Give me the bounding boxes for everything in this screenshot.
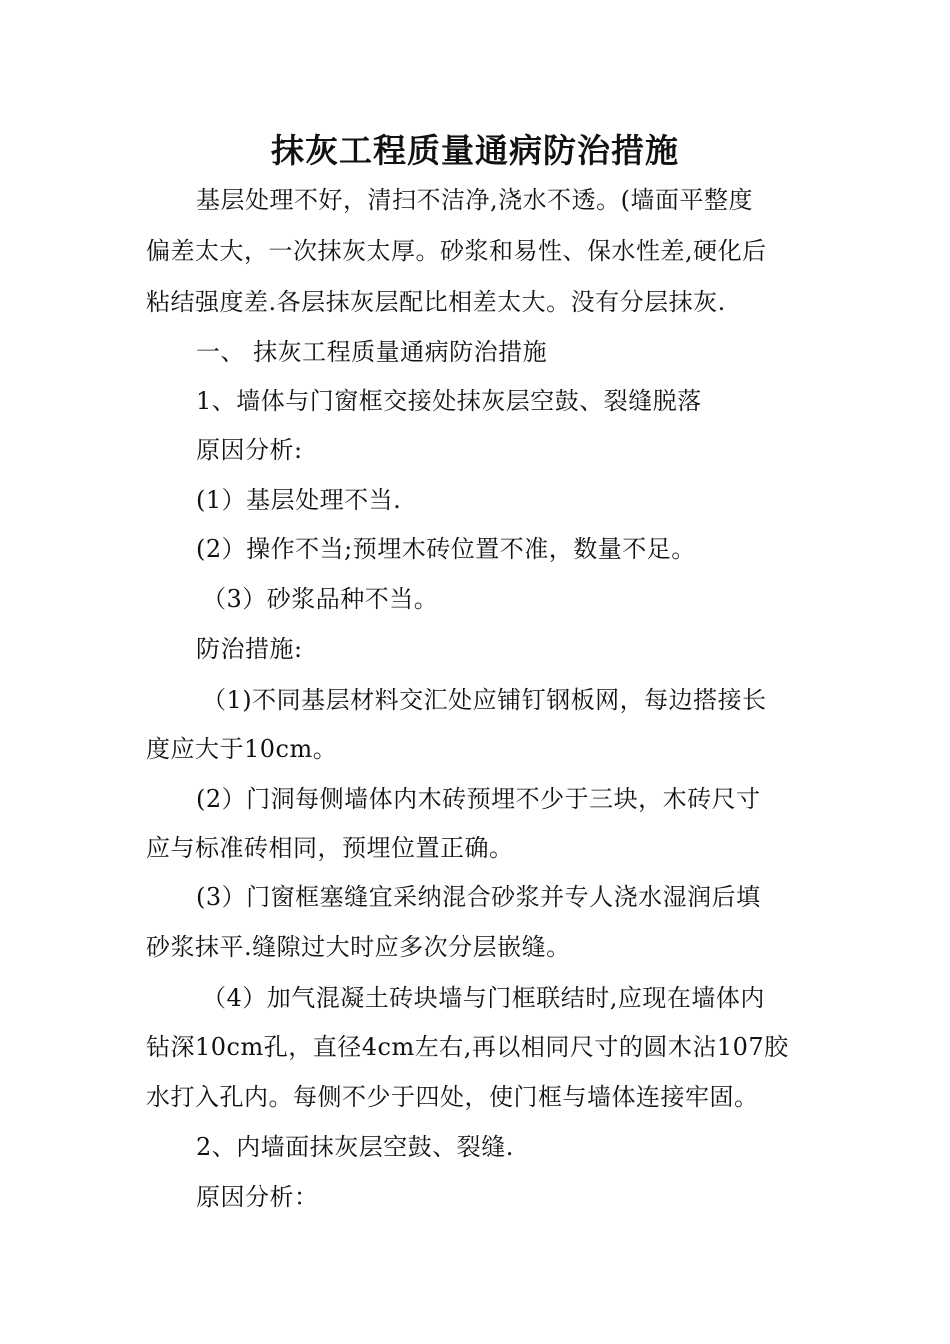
paragraph-line: 偏差太大，一次抹灰太厚。砂浆和易性、保水性差,硬化后 xyxy=(146,237,767,265)
subsection-heading: 2、内墙面抹灰层空鼓、裂缝. xyxy=(196,1133,514,1161)
subsection-heading: 1、墙体与门窗框交接处抹灰层空鼓、裂缝脱落 xyxy=(196,387,702,415)
label-line: 原因分析: xyxy=(196,436,303,464)
paragraph-line: 水打入孔内。每侧不少于四处，使门框与墙体连接牢固。 xyxy=(146,1083,759,1111)
list-item: （4）加气混凝土砖块墙与门框联结时,应现在墙体内 xyxy=(202,984,765,1012)
paragraph-line: 应与标准砖相同，预埋位置正确。 xyxy=(146,834,514,862)
paragraph-line: 基层处理不好，清扫不洁净,浇水不透。(墙面平整度 xyxy=(196,186,753,214)
list-item: (1）基层处理不当. xyxy=(196,486,402,514)
paragraph-line: 度应大于10cm。 xyxy=(146,735,338,763)
list-item: （3）砂浆品种不当。 xyxy=(202,585,439,613)
paragraph-line: 粘结强度差.各层抹灰层配比相差太大。没有分层抹灰. xyxy=(146,288,726,316)
paragraph-line: 钻深10cm孔，直径4cm左右,再以相同尺寸的圆木沾107胶 xyxy=(146,1033,789,1061)
list-item: (2）门洞每侧墙体内木砖预埋不少于三块，木砖尺寸 xyxy=(196,785,761,813)
section-heading: 一、 抹灰工程质量通病防治措施 xyxy=(196,338,548,366)
document-title: 抹灰工程质量通病防治措施 xyxy=(271,131,679,170)
label-line: 原因分析： xyxy=(196,1183,319,1211)
list-item: (2）操作不当;预埋木砖位置不准，数量不足。 xyxy=(196,535,696,563)
list-item: (3）门窗框塞缝宜采纳混合砂浆并专人浇水湿润后填 xyxy=(196,883,761,911)
list-item: （1)不同基层材料交汇处应铺钉钢板网，每边搭接长 xyxy=(202,686,767,714)
paragraph-line: 砂浆抹平.缝隙过大时应多次分层嵌缝。 xyxy=(146,933,571,961)
label-line: 防治措施: xyxy=(196,635,303,663)
